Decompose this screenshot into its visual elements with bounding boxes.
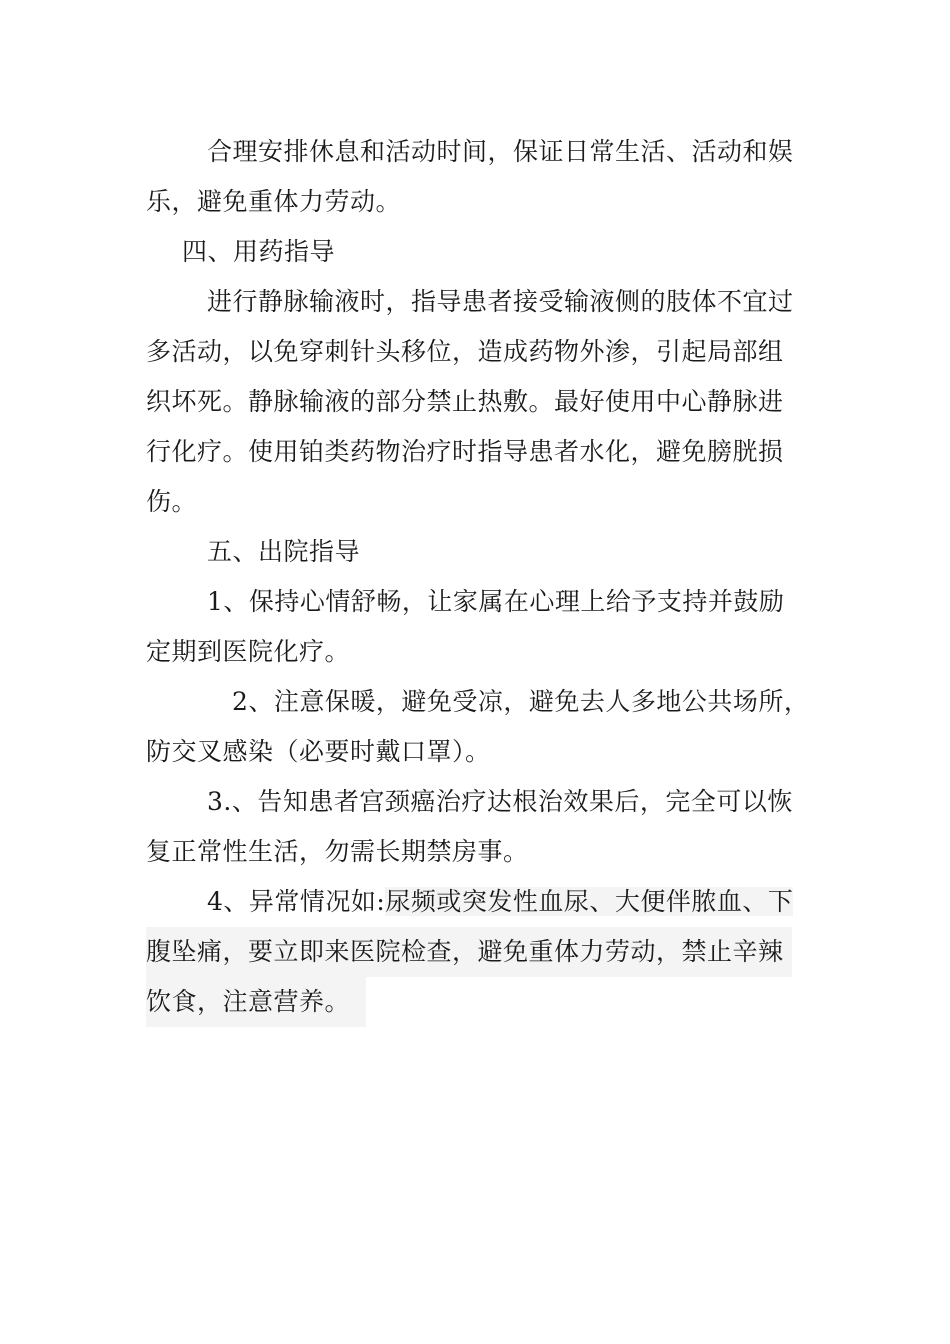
list-item-line: 3.、告知患者宫颈癌治疗达根治效果后，完全可以恢 [207, 787, 793, 816]
list-item-line: 1、保持心情舒畅，让家属在心理上给予支持并鼓励 [207, 587, 785, 616]
paragraph-line: 进行静脉输液时，指导患者接受输液侧的肢体不宜过 [207, 287, 794, 316]
highlighted-text: 尿频或突发性血尿、大便伴脓血、下 [385, 887, 794, 916]
paragraph-line: 行化疗。使用铂类药物治疗时指导患者水化，避免膀胱损 [146, 437, 784, 466]
paragraph-line: 乐，避免重体力劳动。 [146, 187, 402, 216]
section-heading: 五、出院指导 [207, 537, 361, 566]
section-heading: 四、用药指导 [182, 237, 336, 266]
highlighted-line: 腹坠痛，要立即来医院检查，避免重体力劳动，禁止辛辣 [146, 927, 792, 977]
paragraph-line: 合理安排休息和活动时间，保证日常生活、活动和娱 [207, 137, 794, 166]
list-item-prefix: 4、异常情况如: [207, 887, 386, 916]
paragraph-line: 织坏死。静脉输液的部分禁止热敷。最好使用中心静脉进 [146, 387, 784, 416]
highlighted-line: 饮食，注意营养。 [146, 977, 366, 1027]
list-item-line: 防交叉感染（必要时戴口罩）。 [146, 737, 491, 766]
list-item-line [207, 877, 793, 927]
paragraph-line: 多活动，以免穿刺针头移位，造成药物外渗，引起局部组 [146, 337, 784, 366]
list-item-line: 定期到医院化疗。 [146, 637, 351, 666]
paragraph-line: 伤。 [146, 487, 198, 516]
list-item-line: 复正常性生活，勿需长期禁房事。 [146, 837, 529, 866]
list-item-line: 2、注意保暖，避免受凉，避免去人多地公共场所， [232, 687, 810, 716]
